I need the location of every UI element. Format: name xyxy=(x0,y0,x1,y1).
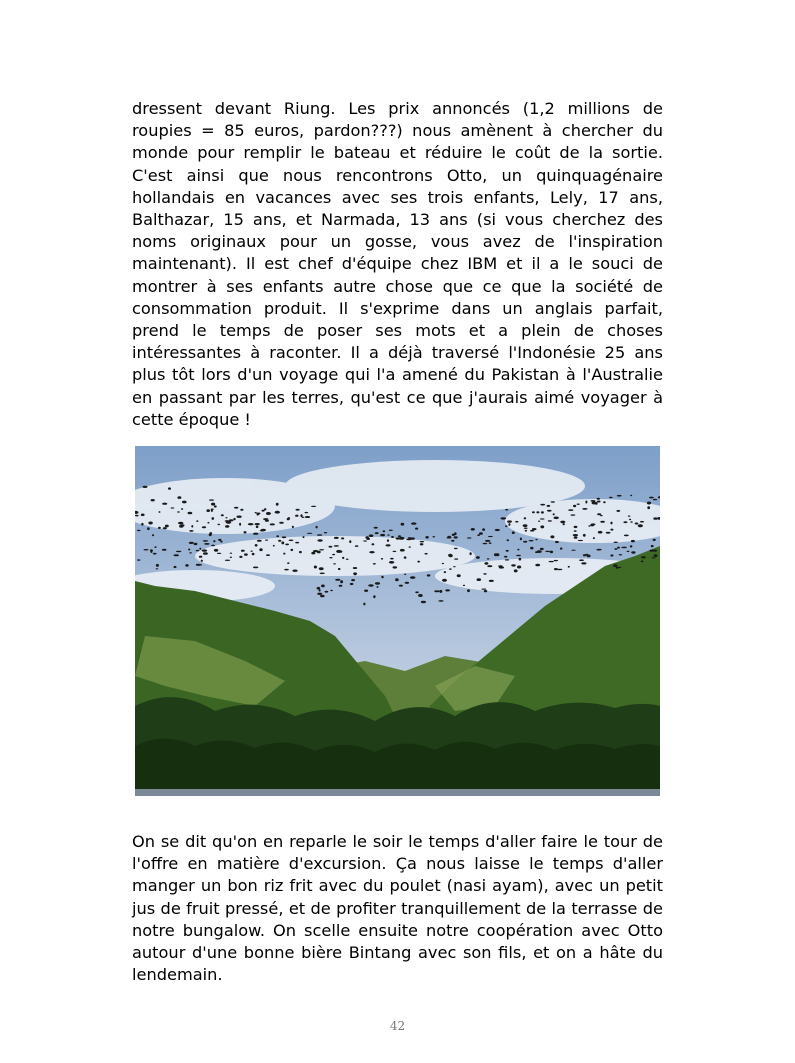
forest-texture xyxy=(135,739,660,797)
paragraph-2: On se dit qu'on en reparle le soir le temps d'aller faire le tour de l'offre en matière d'excursion. Ça nous laisse le temps d'aller manger un bon riz frit avec du poulet (nasi ayam), avec un petit jus de fruit pressé, et de profiter tranquillement de la terrasse de notre bungalow. On scelle ensuite notre coopération avec Otto autour d'une bonne bière Bintang avec son fils, et on a hâte du lendemain. xyxy=(132,832,663,985)
paragraph-1: dressent devant Riung. Les prix annoncés (1,2 millions de roupies = 85 euros, pardon???) nous amènent à chercher du monde pour remplir le bateau et réduire le coût de la sortie. C'est ainsi que nous rencontrons Otto, un quinquagénaire hollandais en vacances avec ses trois enfants, Lely, 17 ans, Balthazar, 15 ans, et Narmada, 13 ans (si vous cherchez des noms originaux pour un gosse, vous avez de l'inspiration maintenant). Il est chef d'équipe chez IBM et il a le souci de montrer à ses enfants autre chose que ce que la société de consommation produit. Il s'exprime dans un anglais parfait, prend le temps de poser ses mots et a plein de choses intéressantes à raconter. Il a déjà traversé l'Indonésie 25 ans plus tôt lors d'un voyage qui l'a amené du Pakistan à l'Australie en passant par les terres, qu'est ce que j'aurais aimé voyager à cette époque ! xyxy=(132,99,663,429)
page-number: 42 xyxy=(389,1019,406,1033)
photo-birds-over-hills xyxy=(135,446,660,796)
water xyxy=(135,789,660,796)
